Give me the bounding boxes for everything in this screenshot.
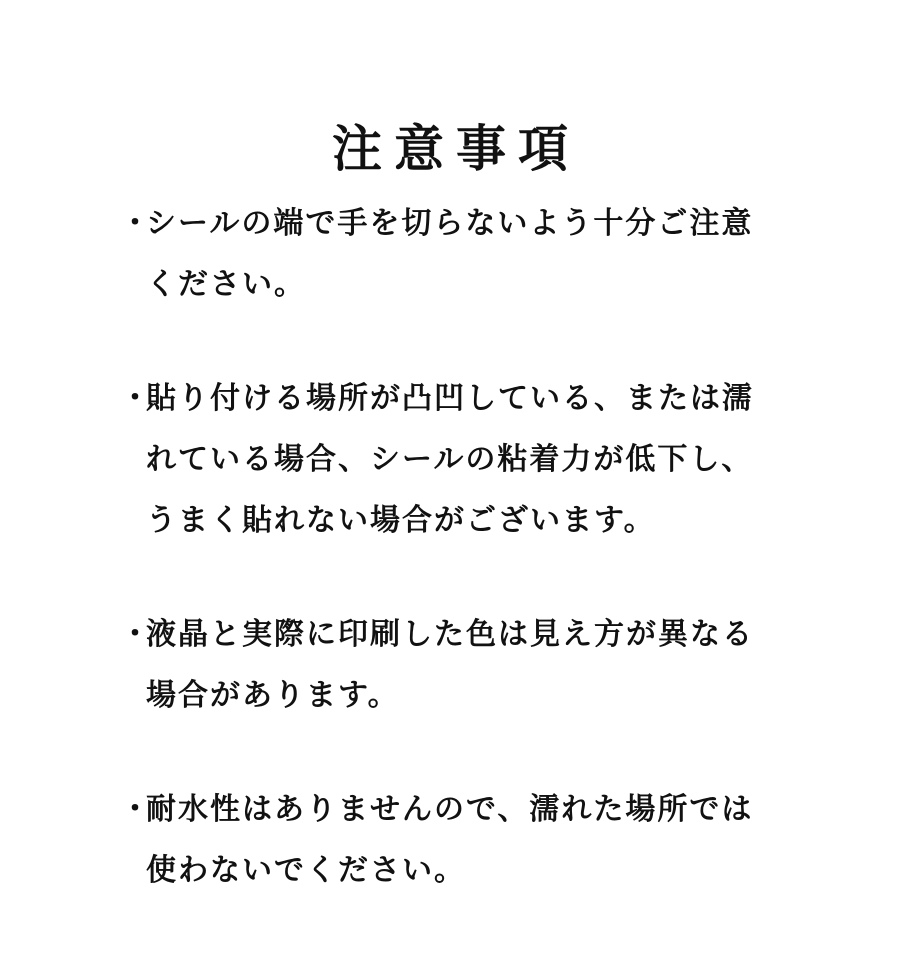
note-line: 貼り付ける場所が凸凹している、または濡	[146, 381, 754, 416]
note-item-1	[120, 193, 800, 315]
note-line: 液晶と実際に印刷した色は見え方が異なる	[146, 617, 754, 652]
note-line: れている場合、シールの粘着力が低下し、	[146, 442, 754, 477]
note-line: シールの端で手を切らないよう十分ご注意	[146, 206, 754, 241]
notes-list	[120, 193, 800, 954]
note-item-2	[120, 368, 800, 551]
note-line: ください。	[146, 267, 306, 302]
bullet-icon: ・	[120, 206, 152, 241]
bullet-icon: ・	[120, 617, 152, 652]
page-title: 注意事項	[332, 119, 580, 178]
bullet-icon: ・	[120, 381, 152, 416]
note-line: うまく貼れない場合がございます。	[146, 503, 656, 538]
note-item-3	[120, 604, 800, 726]
note-line: 耐水性はありませんので、濡れた場所では	[146, 792, 754, 827]
bullet-icon: ・	[120, 792, 152, 827]
note-line: 場合があります。	[146, 678, 400, 713]
note-item-4	[120, 779, 800, 901]
note-line: 使わないでください。	[146, 853, 466, 888]
